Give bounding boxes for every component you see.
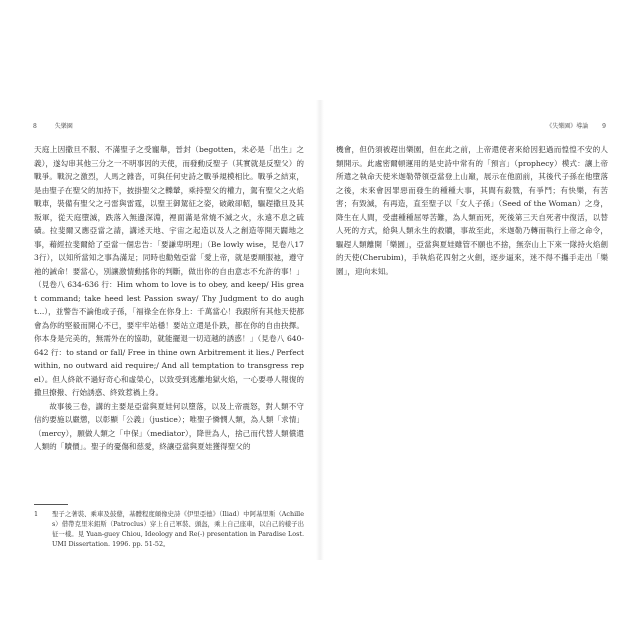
footnote-number: 1 bbox=[34, 510, 39, 518]
right-page-header bbox=[546, 121, 606, 130]
left-running-title: 失樂園 bbox=[54, 123, 73, 130]
left-paragraph-2: 故事後三卷，講的主要是亞當與夏娃何以墮落，以及上帝震怒，對人類不守信約要施以嚴懲，以彰顯「公義」（justice）；唯聖子憐憫人類，為人類「求情」（mercy），願做人類之「中保」（mediator），降世為人，捨己而代替人類償還人類的「贖價」。聖子的憂傷和慈愛，終讓亞當與夏娃獲得聖父的 bbox=[34, 401, 304, 451]
right-page-number: 9 bbox=[602, 123, 606, 130]
footnote-rule bbox=[34, 504, 68, 505]
right-page bbox=[320, 0, 640, 640]
footnote-text: 聖子之著裝、乘車及鼓鼙，基體程度頗像史詩《伊里亞德》（Iliad）中阿基里斯（Achilles）借帶克里米鋁斯（Patroclus）穿上自己軍裝、頭盔，乘上自己座車，以自己的樣子出征一樣。見 Yuan-guey Chiou, Ideology and Re(-) presentation in Paradise Lost. UMI Dissertation. 1996. pp. 51-52。 bbox=[52, 510, 304, 548]
left-page-number: 8 bbox=[33, 123, 37, 130]
footnote bbox=[34, 509, 304, 549]
right-running-title: 《失樂園》導論 bbox=[546, 123, 589, 130]
right-paragraph-1: 機會，但仍須被趕出樂園，但在此之前，上帝還使者來給因犯過而惶惶不安的人類開示。此處密爾頓運用的是史詩中常有的「預言」（prophecy）模式：讓上帝所遣之執命天使米迦勒帶領亞當登上山巔，展示在他面前，其後代子孫在他墮落之後，未來會因罪惡而發生的種種大事，其間有殺戮，有爭鬥；有快樂，有苦害；有毀滅，有再造，直至聖子以「女人子孫」（Seed of the Woman）之身，降生在人間，受盡種種屈辱苦難，為人類而死，死後第三天自死者中復活，以替人死的方式，給與人類永生的救贖，事故至此，米迦勒乃轉而執行上帝之命令，驅趕人類離開「樂園」，亞當與夏娃雖管不願也不捨，無奈山上下來一隊持火焰劍的天使(Cherubim)，手執焰花四射之火劍，逐步逼來，迷不得不攜手走出「樂園」，迎向未知。 bbox=[336, 145, 608, 276]
left-paragraph-1: 天庭上因撒旦不服、不滿聖子之受寵舉，晉封（begotten，未必是「出生」之義），遂勾串其他三分之一不明事因的天使，而發動反聖子（其實就是反聖父）的戰爭。戰況之激烈，人馬之雜沓，可與任何史詩之戰爭規模相比。戰爭之結束，是由聖子在聖父的加持下，披掛聖父之轢輦，乘持聖父的權力，駕有聖父之火焰戰車，裝備有聖父之弓雷與雷霆，以聖王御駕征之姿，破敵卻軺，驅趕撒旦及其叛軍，從天庭墮滅，跌落入無邊深淵，裡面滿是常燒不滅之火，永遠不息之硫磺。拉斐爾又應亞當之請，講述天地、宇宙之起造以及人之創造等開天闢地之事，藉經拉斐爾給了亞當一個忠告：「要謙卑明理」（Be lowly wise，見卷八173行），以知所當知之事為滿足；同時也勸勉亞當「愛上帝，就是要順服祂，遵守祂的誡命！要當心，別讓激情動搖你的判斷，做出你的自由意志不允許的事！」（見卷八 634-636 行：Him whom to love is to obey, and keep/ His great command; take heed lest Passion sway/ Thy Judgment to do aught...），並警告不論他或子孫，「福祿全在你身上：千萬當心！我跟所有其他天使都會為你的堅毅而開心不已，要牢牢站穩！要站立還是仆跌，都在你的自由抉擇。你本身是完美的，無需外在的協助，就能擺退一切這越的誘惑！」（見卷八 640-642 行：to stand or fall/ Free in thine own Arbitrement it lies./ Perfect within, no outward aid require;/ And all temptation to transgress repel）。但人終歆不過好奇心和虛榮心，以致受到逃離地獄火焰，一心要尋人報復的撒旦撩撥、行始誘惑、終致惹禍上身。 bbox=[34, 145, 304, 397]
left-body-text bbox=[34, 143, 304, 454]
left-page-header bbox=[33, 121, 73, 130]
right-body-text bbox=[336, 143, 608, 278]
